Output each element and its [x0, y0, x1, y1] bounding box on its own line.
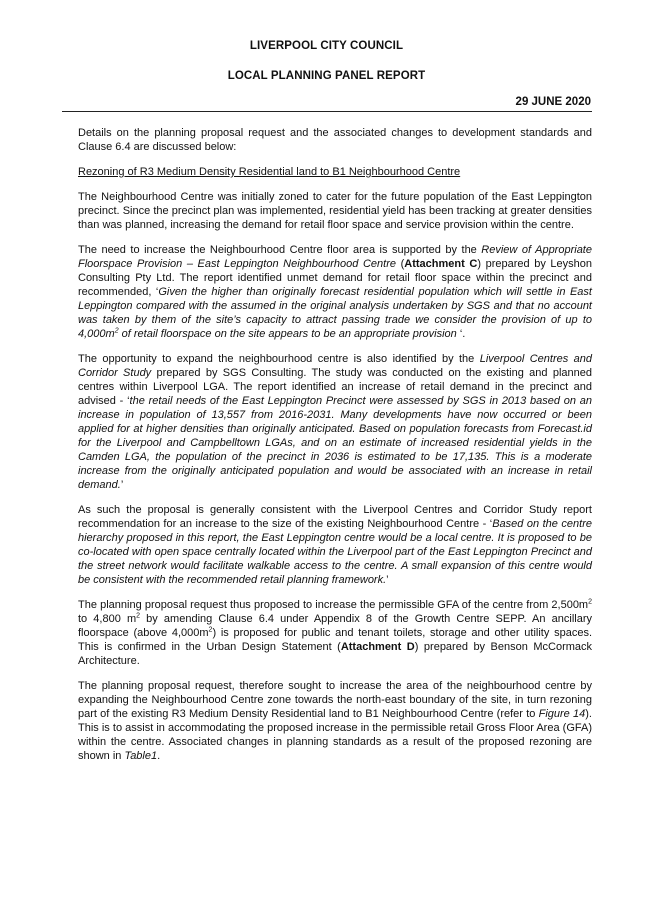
quote: the retail needs of the East Leppington Precinct were assessed by SGS in 2013 based on an increase in population of 13,557 from 2016-2031. Many developments have now occurred or been applied for at higher densities than originally anticipated. Based on population forecasts from Forecast.id for the Liverpool and Campbelltown LGAs, and on an estimate of increased residential yields in the Camden LGA, the population of the precinct in 2036 is estimated to be 17,135. This is a moderate increase from the originally anticipated population and would be associated with an increase in retail demand.: [78, 395, 592, 491]
text-run: ‘.: [456, 328, 466, 340]
text-run: The planning proposal request, therefore sought to increase the area of the neighbourhood centre by expanding the Neighbourhood Centre zone towards the north-east boundary of the site, in turn rezoning part of the existing R3 Medium Density Residential land to B1 Neighbourhood Centre (refer to: [78, 680, 592, 720]
text-run: (: [396, 258, 405, 270]
text-run: prepared by SGS Consulting. The study was conducted on the existing and planned centres within Liverpool LGA. The report identified an increase of retail demand in the precinct and advised - ‘: [78, 367, 592, 407]
text-run: ) prepared by Benson McCormack Architecture.: [78, 641, 593, 667]
paragraph-consistency: [78, 503, 592, 587]
intro-paragraph: Details on the planning proposal request and the associated changes to development standards and Clause 6.4 are discussed below:: [78, 127, 592, 153]
attachment-ref: Attachment C: [404, 258, 478, 270]
text-run: ’: [386, 574, 389, 586]
header-divider: [62, 111, 592, 112]
quote: Based on the centre hierarchy proposed in this report, the East Leppington centre would be a local centre. It is proposed to be co-located with open space centrally located within the Liverpool part of the East Leppington Precinct and the street network would facilitate walkable access to the centre. A small expansion of this centre would be consistent with the recommended retail planning framework.: [78, 518, 592, 586]
text-run: ’: [120, 479, 124, 491]
paragraph-centres-corridor-study: [78, 352, 592, 492]
report-title: LOCAL PLANNING PANEL REPORT: [227, 70, 426, 82]
figure-ref: Figure 14: [538, 708, 586, 720]
report-date: 29 JUNE 2020: [515, 96, 591, 108]
paragraph-floorspace-review: [78, 243, 592, 341]
section-heading: [78, 165, 592, 179]
attachment-ref: Attachment D: [340, 641, 415, 653]
text-run: As such the proposal is generally consistent with the Liverpool Centres and Corridor Study report recommendation for an increase to the size of the existing Neighbourhood Centre - ‘: [78, 504, 592, 530]
paragraph-neighbourhood-centre: The Neighbourhood Centre was initially zoned to cater for the future population of the East Leppington precinct. Since the precinct plan was implemented, residential yield has been tracking at greater densities than was planned, increasing the demand for retail floor space and service provision within the centre.: [78, 191, 592, 231]
superscript: 2: [208, 626, 213, 634]
text-run: ) is proposed for public and tenant toilets, storage and other utility spaces. This is confirmed in the Urban Design Statement (: [78, 627, 593, 653]
paragraph-rezoning-proposal: [78, 679, 592, 763]
quote: of retail floorspace on the site appears to be an appropriate provision: [118, 328, 457, 340]
text-run: .: [157, 750, 161, 762]
text-run: ). This is to assist in accommodating the proposed increase in the permissible retail Gross Floor Area (GFA) within the centre. Associated changes in planning standards as a result of the proposed rezoning are shown in: [78, 708, 592, 762]
document-title: Liverpool Centres and Corridor Study: [78, 353, 592, 379]
table-ref: Table1: [124, 750, 158, 762]
report-body: [78, 126, 592, 774]
text-run: The planning proposal request thus proposed to increase the permissible GFA of the centre from 2,500m: [78, 599, 589, 611]
text-run: The need to increase the Neighbourhood Centre floor area is supported by the: [78, 244, 482, 256]
document-title: Review of Appropriate Floorspace Provision – East Leppington Neighbourhood Centre: [78, 244, 592, 270]
text-run: by amending Clause 6.4 under Appendix 8 of the Growth Centre SEPP. An ancillary floorspace (above 4,000m: [78, 613, 592, 639]
superscript: 2: [114, 327, 119, 335]
text-run: to 4,800 m: [78, 613, 137, 625]
superscript: 2: [588, 598, 592, 606]
section-heading-text: Rezoning of R3 Medium Density Residential land to B1 Neighbourhood Centre: [78, 166, 461, 178]
council-name: LIVERPOOL CITY COUNCIL: [249, 40, 404, 52]
paragraph-gfa-increase: [78, 598, 592, 668]
quote: Given the higher than originally forecast residential population which will settle in East Leppington compared with the assumed in the original analysis undertaken by SGS and that no account was taken by them of the site’s capacity to attract passing trade we consider the provision of up to 4,000m: [78, 286, 592, 340]
text-run: The opportunity to expand the neighbourhood centre is also identified by the: [78, 353, 480, 365]
text-run: ) prepared by Leyshon Consulting Pty Ltd. The report identified unmet demand for retail floor space within the precinct and recommended, ‘: [78, 258, 592, 298]
superscript: 2: [136, 612, 141, 620]
